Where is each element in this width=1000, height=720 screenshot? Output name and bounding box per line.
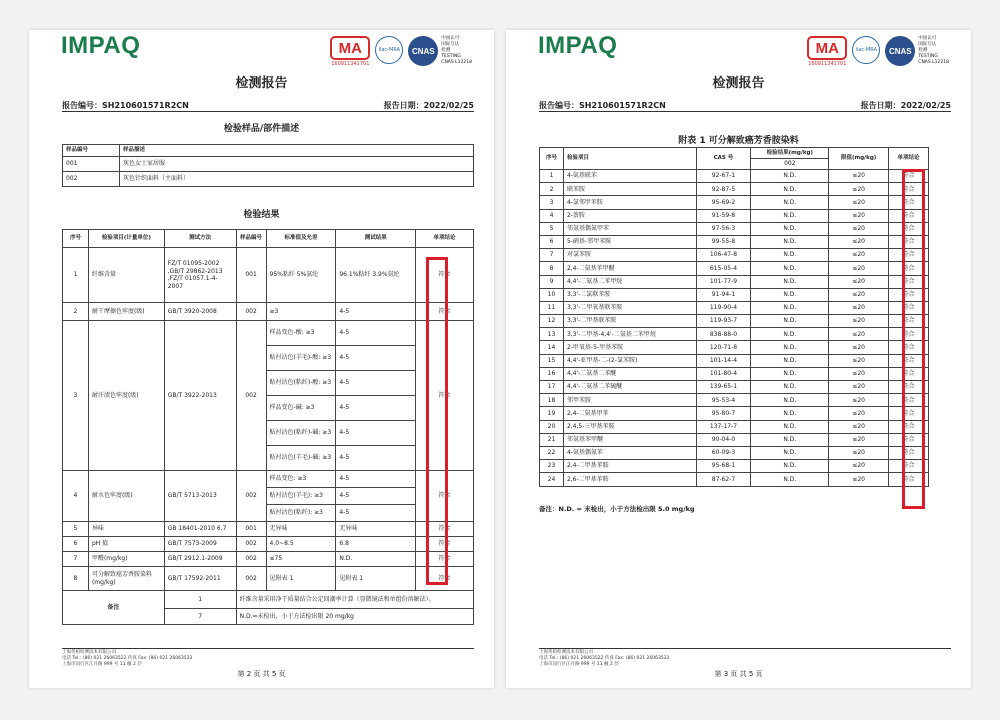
table-row: 9 4,4'-二氨基二苯甲烷 101-77-9 N.D. ≤20 符合: [540, 275, 929, 288]
document-title: 检测报告: [235, 76, 288, 91]
certification-marks: [330, 36, 472, 67]
table-row: 22 4-氨基偶氮苯 60-09-3 N.D. ≤20 符合: [540, 446, 929, 459]
table-row: 23 2,4-二甲基苯胺 95-68-1 N.D. ≤20 符合: [540, 460, 929, 473]
cnas-text: 中国认可 国际互认 检测 TESTING CNAS L12218: [918, 36, 949, 65]
ma-number: 160911341701: [808, 61, 847, 67]
annex-note: 备注：N.D. = 未检出，小于方法检出限 5.0 mg/kg: [539, 505, 695, 513]
ilac-logo: ilac-MRA: [852, 36, 880, 64]
table-row: 4 2-萘胺 91-59-8 N.D. ≤20 符合: [540, 209, 929, 222]
table-row: 18 邻甲苯胺 95-53-4 N.D. ≤20 符合: [540, 394, 929, 407]
table-row: 8 2,4-二氨基苯甲醚 615-05-4 N.D. ≤20 符合: [540, 262, 929, 275]
cnas-text: 中国认可 国际互认 检测 TESTING CNAS L12218: [441, 36, 472, 65]
ilac-logo: ilac-MRA: [375, 36, 403, 64]
page-footer: 上海英柏检测技术有限公司 电话 Tel.: (86) 021 26063522 传真 Fax: (86) 021 26063533 上海市闵行区江月路 999 号 11 幢 2 层: [62, 650, 193, 667]
table-row: 17 4,4'-二氨基二苯硫醚 139-65-1 N.D. ≤20 符合: [540, 381, 929, 394]
table-row: 4 耐水色牢度(级) GB/T 5713-2013 002 样品变色: ≥3 4-5 符合: [63, 471, 474, 488]
footer-divider: [62, 648, 474, 649]
page-footer: 上海英柏检测技术有限公司 电话 Tel.: (86) 021 26063522 传真 Fax: (86) 021 26063533 上海市闵行区江月路 999 号 11 幢 2 层: [539, 650, 670, 667]
table-row: 21 邻氨基苯甲醚 90-04-0 N.D. ≤20 符合: [540, 433, 929, 446]
table-row: 3 4-氯邻甲苯胺 95-69-2 N.D. ≤20 符合: [540, 196, 929, 209]
footer-divider: [539, 648, 951, 649]
table-row: 13 3,3'-二甲基-4,4'-二氨基二苯甲烷 838-88-0 N.D. ≤20 符合: [540, 328, 929, 341]
cnas-logo: CNAS: [408, 36, 438, 66]
table-row: 16 4,4'-二氨基二苯醚 101-80-4 N.D. ≤20 符合: [540, 367, 929, 380]
table-row: 1 4-氨基联苯 92-67-1 N.D. ≤20 符合: [540, 170, 929, 183]
cnas-mark: [885, 36, 949, 66]
report-page-2: [29, 30, 494, 688]
report-date: 报告日期：2022/02/25: [860, 101, 951, 110]
cnas-mark: [408, 36, 472, 66]
table-row: 7 对氯苯胺 106-47-8 N.D. ≤20 符合: [540, 249, 929, 262]
table-row: 6 5-硝基-邻甲苯胺 99-55-8 N.D. ≤20 符合: [540, 235, 929, 248]
sample-table: [62, 144, 474, 187]
results-section-title: 检验结果: [243, 210, 280, 220]
table-row: 3 耐汗渍色牢度(级) GB/T 3922-2013 002 样品变色-酸: ≥3 4-5 符合: [63, 321, 474, 346]
results-table: 序号 检验项目(计量单位) 测试方法 样品编号 标准值及允差 测试结果 单项结论 1 纤维含量 FZ/T 01095-2002 ,GB/T 29862-2013 ,FZ/T 01057.1-4-2007 001 95%粘纤 5%氨纶 96.1%粘纤 3.9%氨纶 符合 2 耐干摩擦色牢度(级) GB/T 3920-2008 002 ≥3 4-5 符合 3 耐汗渍色牢度(级) GB/T 3922-2013 002 样品变色-酸: ≥3 4-5 符合 贴衬沾色(羊毛)-酸: ≥3 4-5 贴衬沾色(粘纤)-酸: ≥3 4-5 样品变色-碱: ≥3 4-5 贴衬沾色(粘纤)-碱: ≥3 4-5 贴衬沾色(羊毛)-碱: ≥3 4-5 4 耐水色牢度(级) GB/T 5713-2013 002 样品变色: ≥3 4-5 符合 贴衬沾色(羊毛): ≥3 4-5 贴衬沾色(粘纤): ≥3 4-5 5 异味 GB 18401-2010 6.7 001 无异味 无异味 符合 6 pH 值 GB/T 7573-2009 002 4.0~8.5 6.8 符合 7 甲醛(mg/kg) GB/T 2912.1-2009 002 ≤75 N.D. 符合 8 可分解致癌芳香胺染料(mg/kg) GB/T 17592-2011 002 见附表 1 见附表 1 符合 备注 1 纤维含量采用净干质量结合公定回潮率计算（显微镜法和单组份溶解法）。 7 N.D.=未检出，小于方法检出限 20 mg/kg: [62, 229, 474, 625]
table-row: 12 3,3'-二甲基联苯胺 119-93-7 N.D. ≤20 符合: [540, 315, 929, 328]
ma-mark: [330, 36, 370, 67]
highlight-box: [902, 169, 925, 509]
page-number: 第 3 页 共 5 页: [714, 670, 763, 678]
report-page-3: [506, 30, 971, 688]
sample-no-header: 样品编号: [63, 145, 120, 157]
highlight-box: [426, 257, 448, 585]
table-row: 8 可分解致癌芳香胺染料(mg/kg) GB/T 17592-2011 002 见附表 1 见附表 1 符合: [63, 567, 474, 591]
amine-table: 序号 检验项目 CAS 号 检验结果(mg/kg) 限值(mg/kg) 单项结论 002 1 4-氨基联苯 92-67-1 N.D. ≤20 符合 2 联苯胺 92-87-5 N.D. ≤20 符合 3 4-氯邻甲苯胺 95-69-2 N.D. ≤20 符合 4 2-萘胺 91-59-8 N.D. ≤20 符合 5 邻氨基偶氮甲苯 97-56-3 N.D. ≤20 符合 6 5-硝基-邻甲苯胺 99-55-8 N.D. ≤20 符合 7 对氯苯胺 106-47-8 N.D. ≤20 符合 8 2,4-二氨基苯甲醚 615-05-4 N.D. ≤20 符合 9 4,4'-二氨基二苯甲烷 101-77-9 N.D. ≤20 符合 10 3,3'-二氯联苯胺 91-94-1 N.D. ≤20 符合 11 3,3'-二甲氧基联苯胺 119-90-4 N.D. ≤20 符合 12 3,3'-二甲基联苯胺 119-93-7 N.D. ≤20 符合 13 3,3'-二甲基-4,4'-二氨基二苯甲烷 838-88-0 N.D. ≤20 符合 14 2-甲氧基-5-甲基苯胺 120-71-8 N.D. ≤20 符合 15 4,4'-亚甲基-二-(2-氯苯胺) 101-14-4 N.D. ≤20 符合 16 4,4'-二氨基二苯醚 101-80-4 N.D. ≤20 符合 17 4,4'-二氨基二苯硫醚 139-65-1 N.D. ≤20 符合 18 邻甲苯胺 95-53-4 N.D. ≤20 符合 19 2,4-二氨基甲苯 95-80-7 N.D. ≤20 符合 20 2,4,5-三甲基苯胺 137-17-7 N.D. ≤20 符合 21 邻氨基苯甲醚 90-04-0 N.D. ≤20 符合 22 4-氨基偶氮苯 60-09-3 N.D. ≤20 符合 23 2,4-二甲基苯胺 95-68-1 N.D. ≤20 符合 24 2,6-二甲基苯胺 87-62-7 N.D. ≤20 符合: [539, 147, 929, 487]
sample-section-title: 检验样品/部件描述: [223, 124, 300, 134]
table-row: 2 联苯胺 92-87-5 N.D. ≤20 符合: [540, 183, 929, 196]
table-row: 7 甲醛(mg/kg) GB/T 2912.1-2009 002 ≤75 N.D. 符合: [63, 552, 474, 567]
ma-logo: MA: [807, 36, 847, 60]
table-row: 19 2,4-二氨基甲苯 95-80-7 N.D. ≤20 符合: [540, 407, 929, 420]
certification-marks: [807, 36, 949, 67]
header-divider: [62, 111, 474, 112]
table-row: 14 2-甲氧基-5-甲基苯胺 120-71-8 N.D. ≤20 符合: [540, 341, 929, 354]
ma-mark: [807, 36, 847, 67]
impaq-logo: IMPAQ: [538, 32, 618, 59]
cnas-logo: CNAS: [885, 36, 915, 66]
remarks-row: 备注 1 纤维含量采用净干质量结合公定回潮率计算（显微镜法和单组份溶解法）。: [63, 591, 474, 609]
page-number: 第 2 页 共 5 页: [237, 670, 286, 678]
table-row: 2 耐干摩擦色牢度(级) GB/T 3920-2008 002 ≥3 4-5 符合: [63, 303, 474, 321]
table-row: 002 灰色针织面料（主面料）: [63, 172, 474, 187]
table-row: 24 2,6-二甲基苯胺 87-62-7 N.D. ≤20 符合: [540, 473, 929, 486]
table-row: 20 2,4,5-三甲基苯胺 137-17-7 N.D. ≤20 符合: [540, 420, 929, 433]
report-number: 报告编号：SH210601571R2CN: [62, 101, 189, 110]
table-row: 1 纤维含量 FZ/T 01095-2002 ,GB/T 29862-2013 ,FZ/T 01057.1-4-2007 001 95%粘纤 5%氨纶 96.1%粘纤 3.9%氨纶 符合: [63, 248, 474, 303]
table-row: 6 pH 值 GB/T 7573-2009 002 4.0~8.5 6.8 符合: [63, 537, 474, 552]
table-row: 5 邻氨基偶氮甲苯 97-56-3 N.D. ≤20 符合: [540, 222, 929, 235]
ma-number: 160911341701: [331, 61, 370, 67]
document-title: 检测报告: [712, 76, 765, 91]
report-number: 报告编号：SH210601571R2CN: [539, 101, 666, 110]
remarks-row: 7 N.D.=未检出，小于方法检出限 20 mg/kg: [63, 609, 474, 625]
sample-desc-header: 样品描述: [120, 145, 474, 157]
table-row: 001 灰色女士家居服: [63, 157, 474, 172]
impaq-logo: IMPAQ: [61, 32, 141, 59]
ma-logo: MA: [330, 36, 370, 60]
table-row: 10 3,3'-二氯联苯胺 91-94-1 N.D. ≤20 符合: [540, 288, 929, 301]
table-row: 5 异味 GB 18401-2010 6.7 001 无异味 无异味 符合: [63, 522, 474, 537]
table-row: 11 3,3'-二甲氧基联苯胺 119-90-4 N.D. ≤20 符合: [540, 301, 929, 314]
report-date: 报告日期：2022/02/25: [383, 101, 474, 110]
table-row: 15 4,4'-亚甲基-二-(2-氯苯胺) 101-14-4 N.D. ≤20 符合: [540, 354, 929, 367]
annex-title: 附表 1 可分解致癌芳香胺染料: [678, 136, 799, 146]
header-divider: [539, 111, 951, 112]
